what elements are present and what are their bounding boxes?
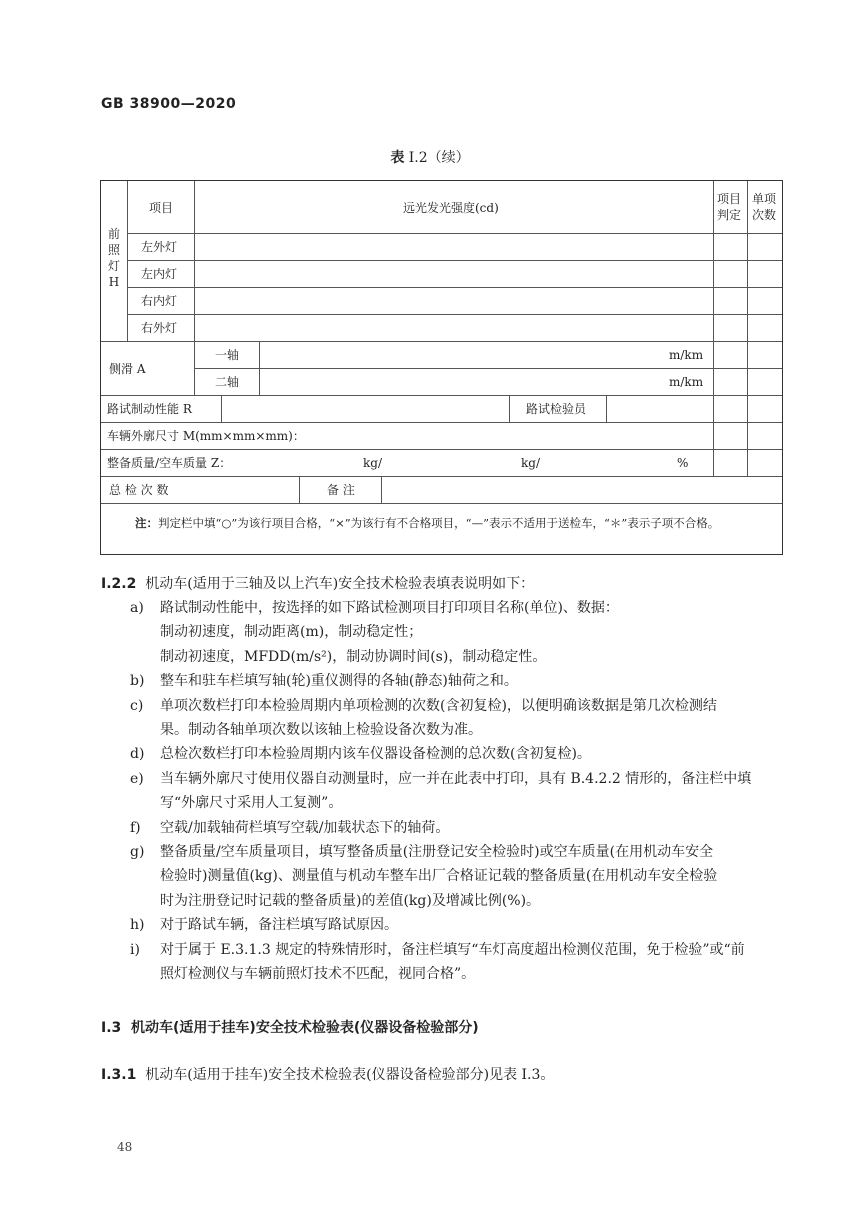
- lamp-right-inner: 右内灯: [141, 294, 178, 308]
- unit-kg-2: kg/: [521, 456, 540, 470]
- note-label: 注：: [135, 516, 158, 530]
- axle-2-label: 二轴: [215, 375, 240, 389]
- unit-kg-1: kg/: [363, 456, 382, 470]
- section-I31-text: 机动车(适用于挂车)安全技术检验表(仪器设备检验部分)见表 I.3。: [145, 1067, 555, 1083]
- section-I3-title: 机动车(适用于挂车)安全技术检验表(仪器设备检验部分): [131, 1020, 479, 1036]
- list-item-f-line: 空载/加载轴荷栏填写空载/加载状态下的轴荷。: [160, 820, 450, 836]
- list-label-a: a): [130, 600, 144, 616]
- col-judge-line: 项目: [717, 192, 742, 206]
- section-I31-number: I.3.1: [101, 1067, 137, 1083]
- unit-mkm-1: m/km: [669, 348, 704, 362]
- list-item-g-line: 时为注册登记时记载的整备质量)的差值(kg)及增减比例(%)。: [160, 893, 541, 909]
- col-count-header: [752, 191, 776, 223]
- section-I22-title: 机动车(适用于三轴及以上汽车)安全技术检验表填表说明如下：: [145, 576, 535, 592]
- inspection-table: [100, 180, 783, 555]
- col-count-line: 单项: [752, 192, 777, 206]
- section-I22-heading: [101, 573, 534, 593]
- table-title: [0, 147, 860, 167]
- total-count-label: 总 检 次 数: [109, 483, 169, 497]
- list-item-a-line: 制动初速度，MFDD(m/s²)，制动协调时间(s)，制动稳定性。: [160, 649, 547, 665]
- note-text: 判定栏中填“○”为该行项目合格，“×”为该行有不合格项目，“—”表示不适用于送检车，“＊”表示子项不合格。: [158, 516, 720, 530]
- list-item-g-line: 整备质量/空车质量项目，填写整备质量(注册登记安全检验时)或空车质量(在用机动车安全: [160, 844, 714, 860]
- section-I31: [101, 1064, 554, 1084]
- list-item-g-line: 检验时)测量值(kg)、测量值与机动车整车出厂合格证记载的整备质量(在用机动车安全检验: [160, 868, 718, 884]
- list-item-a-line: 路试制动性能中，按选择的如下路试检测项目打印项目名称(单位)、数据：: [160, 600, 619, 616]
- mass-label: 整备质量/空车质量 Z：: [107, 456, 232, 470]
- headlamp-char: 前: [107, 227, 120, 241]
- list-item-b-line: 整车和驻车栏填写轴(轮)重仪测得的各轴(静态)轴荷之和。: [160, 673, 518, 689]
- list-label-c: c): [130, 698, 144, 714]
- unit-percent: %: [677, 456, 689, 470]
- standard-code: GB 38900—2020: [101, 96, 237, 112]
- page-number: 48: [117, 1140, 133, 1154]
- dimensions-label: 车辆外廓尺寸 M(mm×mm×mm)：: [107, 429, 305, 443]
- list-label-f: f): [130, 820, 141, 836]
- col-judge-header: [717, 191, 741, 223]
- section-I3-number: I.3: [101, 1020, 122, 1036]
- table-title-number: I.2（续）: [408, 150, 470, 166]
- list-label-h: h): [130, 917, 145, 933]
- list-label-g: g): [130, 844, 145, 860]
- lamp-left-outer: 左外灯: [141, 240, 178, 254]
- list-item-c-line: 果。制动各轴单项次数以该轴上检验设备次数为准。: [160, 722, 482, 738]
- road-inspector-label: 路试检验员: [526, 402, 587, 416]
- list-item-d-line: 总检次数栏打印本检验周期内该车仪器设备检测的总次数(含初复检)。: [160, 746, 591, 762]
- col-judge-line: 判定: [717, 208, 742, 222]
- unit-mkm-2: m/km: [669, 375, 704, 389]
- lamp-right-outer: 右外灯: [141, 321, 178, 335]
- list-item-h-line: 对于路试车辆，备注栏填写路试原因。: [160, 917, 398, 933]
- table-title-prefix: 表: [390, 150, 405, 166]
- list-item-e-line: 当车辆外廓尺寸使用仪器自动测量时，应一并在此表中打印，具有 B.4.2.2 情形的，备注栏中填: [160, 771, 752, 787]
- headlamp-char: 灯: [107, 259, 120, 273]
- list-item-e-line: 写“外廓尺寸采用人工复测”。: [160, 795, 343, 811]
- headlamp-char: H: [108, 275, 120, 289]
- sideslip-label: 侧滑 A: [109, 362, 146, 376]
- list-item-c-line: 单项次数栏打印本检验周期内单项检测的次数(含初复检)，以便明确该数据是第几次检测结: [160, 698, 717, 714]
- list-item-i-line: 对于属于 E.3.1.3 规定的特殊情形时，备注栏填写“车灯高度超出检测仪范围，免于检验”或“前: [160, 942, 745, 958]
- section-I3-heading: [101, 1017, 479, 1037]
- axle-1-label: 一轴: [215, 348, 240, 362]
- list-label-b: b): [130, 673, 145, 689]
- remarks-label: 备 注: [327, 483, 355, 497]
- lamp-left-inner: 左内灯: [141, 267, 178, 281]
- list-item-a-line: 制动初速度，制动距离(m)，制动稳定性；: [160, 624, 423, 640]
- list-label-e: e): [130, 771, 144, 787]
- list-label-d: d): [130, 746, 145, 762]
- col-item-header: 项目: [149, 201, 174, 215]
- road-brake-label: 路试制动性能 R: [107, 402, 192, 416]
- table-note: [135, 514, 775, 532]
- section-I22-number: I.2.2: [101, 576, 137, 592]
- headlamp-group-label: [106, 226, 122, 290]
- col-count-line: 次数: [752, 208, 777, 222]
- headlamp-char: 照: [107, 243, 120, 257]
- list-item-i-line: 照灯检测仪与车辆前照灯技术不匹配，视同合格”。: [160, 966, 476, 982]
- list-label-i: i): [130, 942, 140, 958]
- col-high-beam-header: 远光发光强度(cd): [403, 201, 499, 215]
